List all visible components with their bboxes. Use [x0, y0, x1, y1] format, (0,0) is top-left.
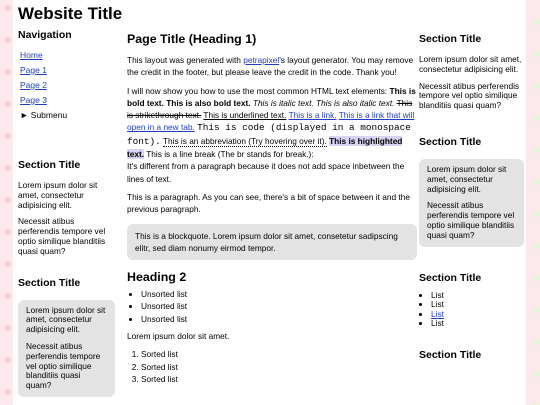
heading-2: Heading 2 — [127, 270, 187, 285]
section-title: Section Title — [419, 348, 482, 361]
site-title: Website Title — [18, 4, 123, 23]
list-item: • Unsorted list — [141, 313, 417, 325]
italic-text: This is also italic text. — [316, 97, 395, 108]
petrapixel-link[interactable]: petrapixel — [243, 55, 280, 65]
line-break-text: This is a line break (The br stands for break.): — [146, 149, 314, 160]
section-text: Necessit atibus perferendis tempore vel optio similique blanditiis quasi quam? — [18, 216, 106, 256]
section-text: Necessit atibus perferendis tempore vel optio similique blanditiis quasi quam? — [26, 340, 101, 391]
nav-link-page-2[interactable]: Page 2 — [20, 80, 47, 90]
main-content — [127, 29, 417, 390]
abbreviation[interactable]: This is an abbreviation (Try hovering over it). — [162, 135, 327, 146]
new-tab-link[interactable]: This is a link that will open in a new tab. — [127, 110, 415, 133]
section-title: Section Title — [18, 276, 81, 289]
page-title: Page Title (Heading 1) — [127, 32, 257, 46]
section-title: Section Title — [18, 159, 81, 171]
nav-list — [20, 48, 115, 123]
bold-text: This is bold text. — [127, 85, 416, 108]
list-link[interactable]: List — [431, 308, 444, 319]
right-section-4 — [419, 349, 524, 362]
nav-link-home[interactable]: Home — [20, 50, 43, 60]
section-text: Lorem ipsum dolor sit amet, consectetur adipisicing elit. — [419, 54, 522, 74]
underlined-text: This is underlined text. — [203, 110, 287, 121]
italic-text: This is italic text. — [252, 97, 314, 108]
left-section-1 — [18, 159, 115, 257]
nav-link-page-1[interactable]: Page 1 — [20, 65, 47, 75]
paragraph: Lorem ipsum dolor sit amet. — [127, 331, 230, 342]
list-item: • Unsorted list — [141, 300, 417, 312]
section-title: Section Title — [419, 271, 482, 284]
elements-paragraph: I will now show you how to use the most common HTML text elements: This is bold text. This is also bold text. This is italic text. This is also italic text. This is strikethrough text. This is underlined text. This is a link. This is a link that will open in a new tab. This is code (displayed in a monospace font). This is an abbreviation (Try hovering over it). This is highlighted text. This is a line break (The br stands for break.): It's different from a paragraph because it does not add space inbetween the lines of text. — [127, 85, 416, 184]
strikethrough-text: This is strikethrough text. — [127, 97, 413, 121]
submenu-toggle[interactable]: ► Submenu — [20, 110, 68, 120]
sorted-list — [127, 348, 417, 385]
list-item: • List — [431, 300, 524, 310]
list-item: 3. Sorted list — [141, 373, 417, 385]
right-section-1 — [419, 33, 524, 111]
list-item: • List — [431, 291, 524, 301]
break-text: It's different from a paragraph because it does not add space inbetween the lines of text. — [127, 161, 405, 184]
section-box — [18, 300, 115, 397]
right-sidebar — [419, 29, 524, 362]
blockquote: This is a blockquote. Lorem ipsum dolor sit amet, consetetur sadipscing elitr, sed diam nonumy eirmod tempor. — [127, 224, 417, 261]
highlighted-text: This is highlighted text. — [127, 135, 403, 160]
code-text: This is code (displayed in a monospace font). — [127, 122, 411, 147]
right-section-3 — [419, 272, 524, 329]
bold-text: This is also bold text. — [166, 97, 251, 108]
section-text: Necessit atibus perferendis tempore vel optio similique blanditiis quasi quam? — [419, 80, 520, 111]
intro-paragraph: This layout was generated with petrapixel's layout generator. You may remove the credit in the footer, but please leave the credit in the code. Thank you! — [127, 55, 414, 78]
left-sidebar — [18, 29, 115, 397]
section-title: Section Title — [419, 135, 482, 148]
right-section-2 — [419, 136, 524, 247]
page — [13, 0, 526, 405]
nav-link-page-3[interactable]: Page 3 — [20, 95, 47, 105]
list-item: • Unsorted list — [141, 288, 417, 300]
link-list — [419, 291, 524, 329]
section-text: Lorem ipsum dolor sit amet, consectetur adipisicing elit. — [26, 304, 106, 335]
section-title: Section Title — [419, 33, 482, 45]
nav-heading: Navigation — [18, 29, 72, 41]
paragraph: This is a paragraph. As you can see, there's a bit of space between it and the previous paragraph. — [127, 191, 410, 215]
left-section-2 — [18, 277, 115, 397]
section-box — [419, 159, 524, 247]
section-text: Necessit atibus perferendis tempore vel optio similique blanditiis quasi quam? — [427, 200, 515, 240]
section-text: Lorem ipsum dolor sit amet, consectetur adipisicing elit. — [18, 180, 98, 210]
section-text: Lorem ipsum dolor sit amet, consectetur adipisicing elit. — [427, 163, 507, 194]
list-item: • List — [431, 319, 524, 329]
example-link[interactable]: This is a link. — [288, 110, 337, 121]
list-item: 1. Sorted list — [141, 348, 417, 360]
unsorted-list — [127, 288, 417, 325]
list-item: 2. Sorted list — [141, 361, 417, 373]
